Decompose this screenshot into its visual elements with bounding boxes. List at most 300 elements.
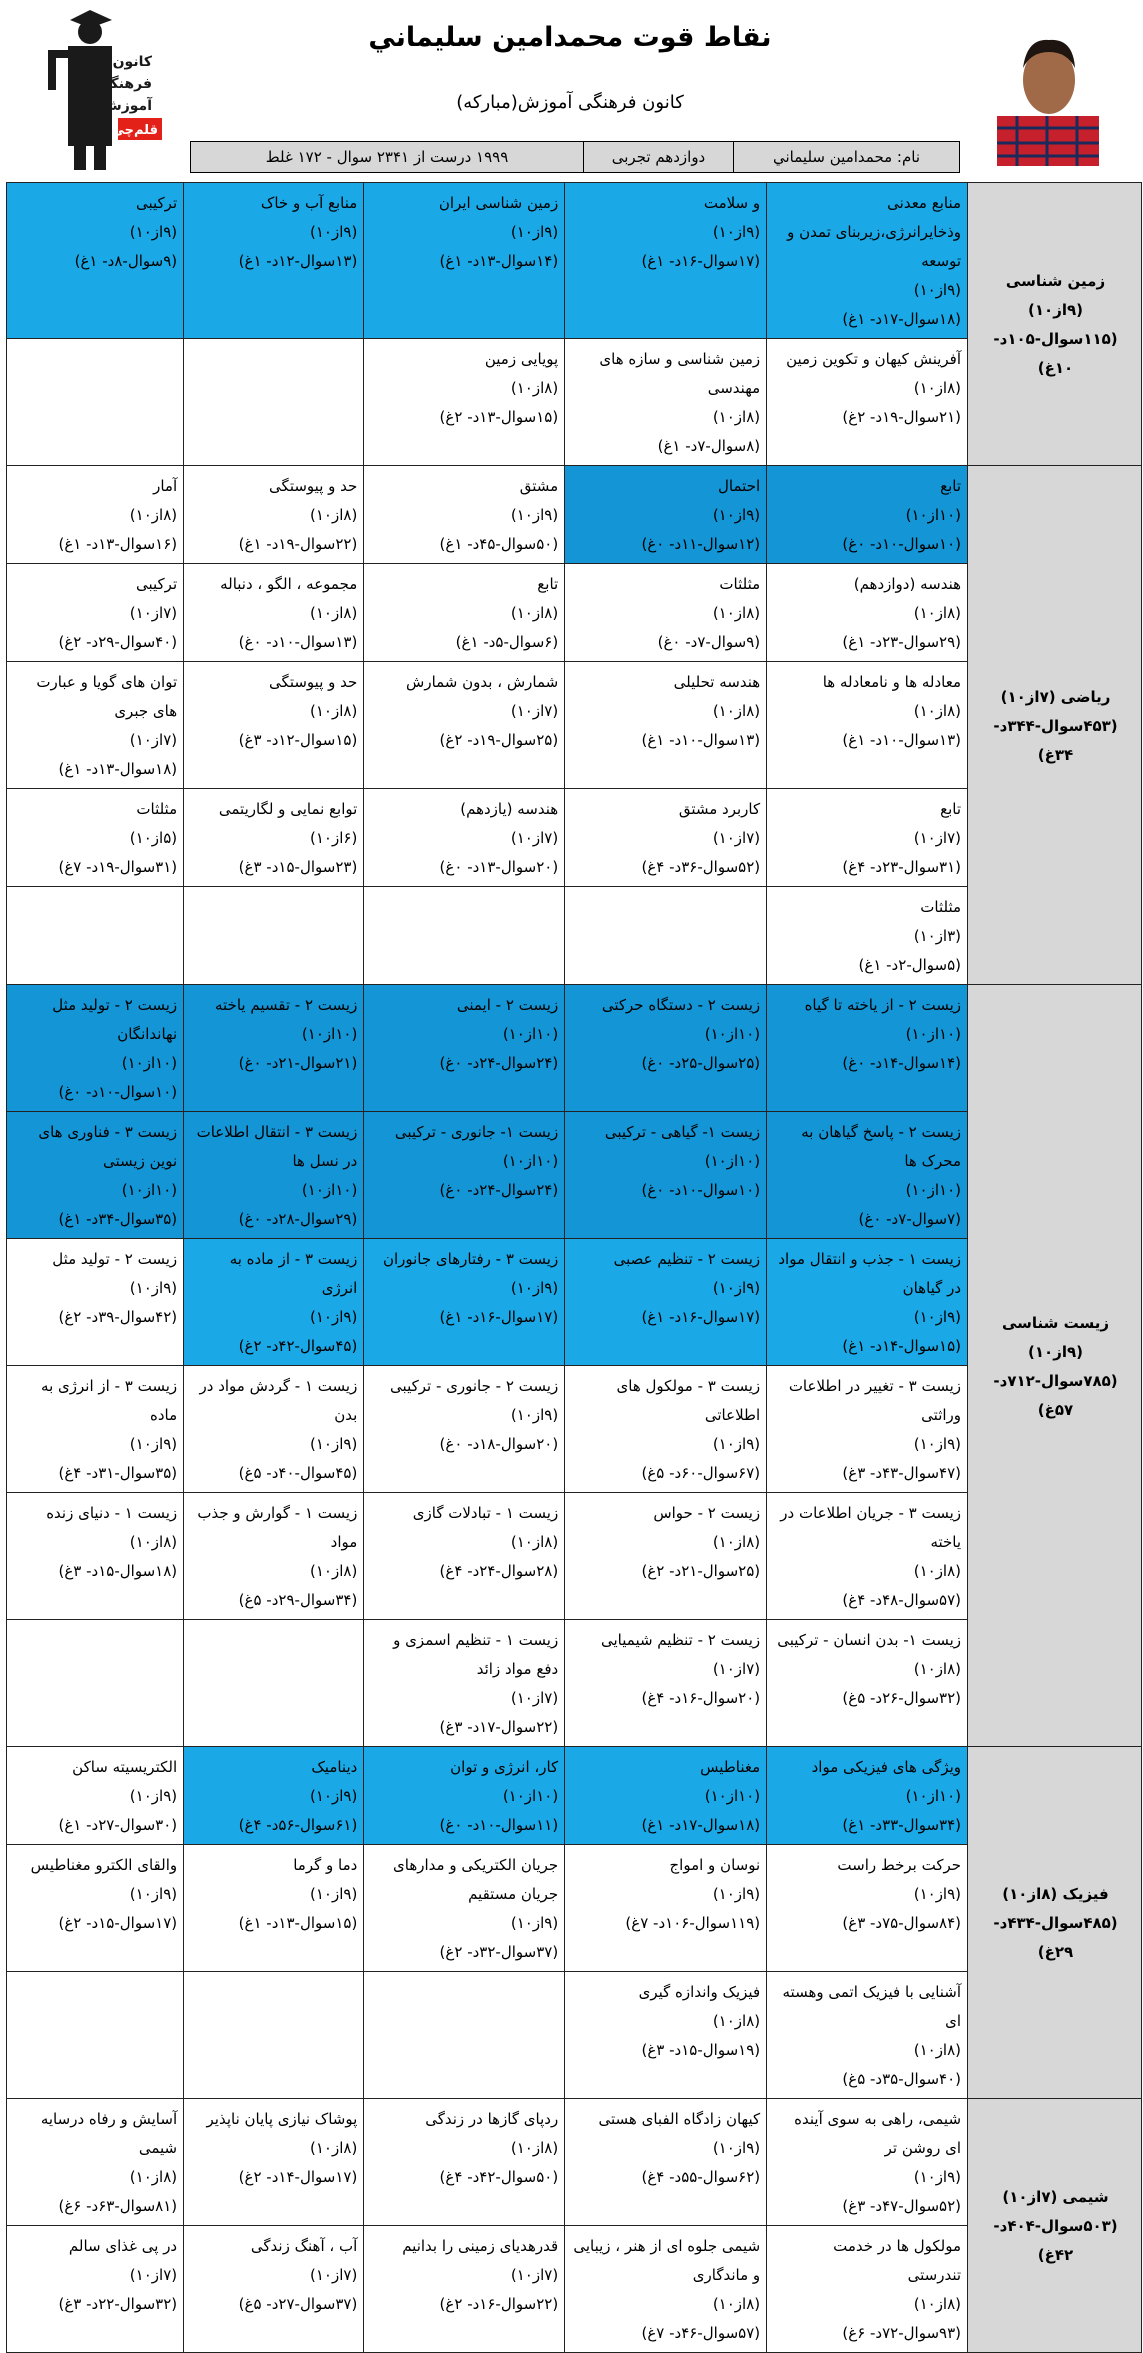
topic-stats: (۱۸سوال-۱۳د- ۱غ): [58, 760, 178, 778]
topic-score: (۱۰از۱۰): [121, 1181, 178, 1199]
topic-score: (۶از۱۰): [309, 829, 358, 847]
topic-name: توان های گویا و عبارت های جبری: [36, 673, 178, 720]
topic-name: الکتریسیته ساکن: [72, 1758, 178, 1776]
topic-score: (۸از۱۰): [913, 702, 962, 720]
topic-cell: [184, 1747, 364, 1845]
topic-stats: (۱۱سوال-۱۰د- ۰غ): [439, 1816, 559, 1834]
topic-cell: [364, 1112, 565, 1239]
subject-label: ریاضی (۷از۱۰): [1000, 687, 1111, 706]
topic-name: حرکت برخط راست: [837, 1856, 962, 1874]
topic-name: مولکول ها در خدمت تندرستی: [833, 2237, 962, 2284]
topic-cell: [7, 662, 184, 789]
topic-stats: (۲۳سوال-۱۵د- ۳غ): [238, 858, 358, 876]
topic-score: (۹از۱۰): [712, 1279, 761, 1297]
topic-cell: [364, 1845, 565, 1972]
topic-cell: [7, 183, 184, 339]
topic-score: (۸از۱۰): [913, 604, 962, 622]
empty-cell: [364, 1972, 565, 2099]
topic-name: ویژگی های فیزیکی مواد: [811, 1758, 962, 1776]
topic-cell: [364, 466, 565, 564]
empty-cell: [184, 887, 364, 985]
topic-score: (۹از۱۰): [510, 506, 559, 524]
topic-name: مثلثات: [136, 800, 178, 818]
topic-score: (۸از۱۰): [913, 1562, 962, 1580]
topic-name: زیست ۱ - جذب و انتقال مواد در گیاهان: [778, 1250, 962, 1297]
topic-score: (۱۰از۱۰): [502, 1025, 559, 1043]
subject-cell-physics: [968, 1747, 1142, 2099]
topic-score: (۸از۱۰): [510, 1533, 559, 1551]
topic-stats: (۱۷سوال-۱۶د- ۱غ): [641, 1308, 761, 1326]
topic-name: مغناطیس: [700, 1758, 761, 1776]
topic-cell: [364, 1239, 565, 1366]
subject-stats: (۷۸۵سوال-۷۱۲د- ۵۷غ): [993, 1371, 1118, 1419]
topic-name: فیزیک واندازه گیری: [638, 1983, 761, 2001]
topic-cell: [767, 985, 968, 1112]
topic-cell: [364, 564, 565, 662]
page-title: نقاط قوت محمدامين سليماني: [368, 22, 772, 53]
table-row: [7, 985, 1142, 1112]
topic-stats: (۳۷سوال-۲۷د- ۵غ): [238, 2295, 358, 2313]
topic-name: زیست ۱ - تبادلات گازی: [412, 1504, 559, 1522]
topic-score: (۸از۱۰): [913, 379, 962, 397]
topic-cell: [184, 1366, 364, 1493]
topic-cell: [767, 662, 968, 789]
topic-score: (۸از۱۰): [129, 506, 178, 524]
topic-name: زیست ۳ - مولکول های اطلاعاتی: [616, 1377, 761, 1424]
topic-name: آمار: [153, 477, 178, 495]
topic-name: آب ، آهنگ زندگی: [250, 2237, 358, 2255]
kanoon-logo: [40, 6, 172, 176]
topic-name: زیست ۲ - پاسخ گیاهان به محرک ها: [801, 1123, 962, 1170]
topic-cell: [767, 1747, 968, 1845]
table-row: [7, 1747, 1142, 1845]
topic-cell: [767, 1620, 968, 1747]
topic-stats: (۲۱سوال-۲۱د- ۰غ): [238, 1054, 358, 1072]
topic-name: مثلثات: [920, 898, 962, 916]
topic-score: (۹از۱۰): [129, 223, 178, 241]
topic-cell: [767, 887, 968, 985]
student-photo: [997, 28, 1099, 166]
topic-cell: [767, 466, 968, 564]
topic-score: (۹از۱۰): [913, 1435, 962, 1453]
topic-name: منابع آب و خاک: [260, 194, 358, 212]
topic-cell: [767, 1112, 968, 1239]
topic-stats: (۲۴سوال-۲۴د- ۰غ): [439, 1054, 559, 1072]
topic-name: جریان الکتریکی و مدارهای جریان مستقیم: [393, 1856, 559, 1903]
topic-name: مجموعه ، الگو ، دنباله: [220, 575, 358, 593]
topic-stats: (۵۷سوال-۴۶د- ۷غ): [641, 2324, 761, 2342]
topic-stats: (۲۵سوال-۲۵د- ۰غ): [641, 1054, 761, 1072]
topic-score: (۱۰از۱۰): [905, 506, 962, 524]
topic-cell: [767, 564, 968, 662]
topic-score: (۷از۱۰): [129, 731, 178, 749]
topic-score: (۱۰از۱۰): [502, 1152, 559, 1170]
topic-stats: (۱۷سوال-۱۶د- ۱غ): [641, 252, 761, 270]
topic-name: هندسه تحلیلی: [673, 673, 761, 691]
topic-name: زیست ۲ - ایمنی: [456, 996, 559, 1014]
topic-score: (۱۰از۱۰): [502, 1787, 559, 1805]
topic-cell: [565, 1747, 767, 1845]
topic-score: (۱۰از۱۰): [704, 1152, 761, 1170]
topic-name: زیست ۲ - حواس: [653, 1504, 761, 1522]
topic-name: زیست ۱- بدن انسان - ترکیبی: [777, 1631, 962, 1649]
topic-name: آفرینش کیهان و تکوین زمین: [786, 350, 962, 368]
topic-score: (۷از۱۰): [309, 2266, 358, 2284]
topic-cell: [7, 1112, 184, 1239]
topic-cell: [364, 1747, 565, 1845]
topic-name: زیست ۳ - تغییر در اطلاعات وراثتی: [788, 1377, 962, 1424]
topic-cell: [7, 564, 184, 662]
subject-label: شیمی (۷از۱۰): [1002, 2188, 1109, 2206]
topic-stats: (۱۰سوال-۱۰د- ۰غ): [58, 1083, 178, 1101]
topic-cell: [767, 183, 968, 339]
topic-name: نوسان و امواج: [669, 1856, 761, 1874]
topic-name: تابع: [940, 477, 962, 495]
topic-stats: (۲۴سوال-۲۴د- ۰غ): [439, 1181, 559, 1199]
topic-score: (۸از۱۰): [712, 2012, 761, 2030]
topic-stats: (۸سوال-۷د- ۱غ): [657, 437, 761, 455]
logo-line-4: قلم‌چی: [111, 123, 158, 138]
topic-score: (۹از۱۰): [913, 1885, 962, 1903]
topic-cell: [364, 789, 565, 887]
topic-name: زیست ۲ - تنظیم عصبی: [613, 1250, 761, 1268]
topic-stats: (۴۰سوال-۳۵د- ۵غ): [842, 2070, 962, 2088]
topic-stats: (۴۵سوال-۴۲د- ۲غ): [238, 1337, 358, 1355]
topic-name: زمین شناسی و سازه های مهندسی: [599, 350, 761, 397]
topic-cell: [364, 2099, 565, 2226]
topic-name: و سلامت: [703, 194, 761, 212]
topic-stats: (۱۷سوال-۱۶د- ۱غ): [439, 1308, 559, 1326]
topic-stats: (۳۷سوال-۳۲د- ۲غ): [439, 1943, 559, 1961]
topic-cell: [7, 789, 184, 887]
topic-name: حد و پیوستگی: [269, 673, 358, 691]
topic-name: زمین شناسی ایران: [438, 194, 559, 212]
topic-name: کار، انرژی و توان: [450, 1758, 559, 1776]
topic-name: زیست ۱ - گردش مواد در بدن: [199, 1377, 358, 1424]
topic-stats: (۱۰سوال-۱۰د- ۰غ): [641, 1181, 761, 1199]
topic-name: شیمی جلوه ای از هنر ، زیبایی و ماندگاری: [573, 2237, 761, 2284]
topic-cell: [364, 985, 565, 1112]
topic-cell: [184, 1112, 364, 1239]
topic-stats: (۳۱سوال-۲۳د- ۴غ): [842, 858, 962, 876]
topic-stats: (۴۲سوال-۳۹د- ۲غ): [58, 1308, 178, 1326]
student-info-bar: [190, 141, 960, 173]
topic-stats: (۵۲سوال-۴۷د- ۳غ): [842, 2197, 962, 2215]
topic-name: کاربرد مشتق: [678, 800, 761, 818]
topic-score: (۹از۱۰): [913, 1308, 962, 1326]
topic-score: (۹از۱۰): [129, 1279, 178, 1297]
topic-cell: [565, 339, 767, 466]
topic-score: (۱۰از۱۰): [905, 1787, 962, 1805]
topic-cell: [184, 789, 364, 887]
topic-name: توابع نمایی و لگاریتمی: [218, 800, 358, 818]
topic-cell: [767, 2099, 968, 2226]
topic-cell: [184, 183, 364, 339]
topic-stats: (۱۳سوال-۱۰د- ۱غ): [641, 731, 761, 749]
topic-stats: (۲۵سوال-۱۹د- ۲غ): [439, 731, 559, 749]
empty-cell: [7, 887, 184, 985]
topic-name: مشتق: [519, 477, 559, 495]
topic-score: (۸از۱۰): [309, 702, 358, 720]
topic-score: (۹از۱۰): [129, 1435, 178, 1453]
topic-score: (۸از۱۰): [510, 2139, 559, 2157]
topic-name: ردپای گازها در زندگی: [425, 2110, 559, 2128]
topic-cell: [767, 1239, 968, 1366]
topic-score: (۸از۱۰): [510, 604, 559, 622]
topic-cell: [364, 1620, 565, 1747]
topic-cell: [767, 2226, 968, 2353]
topic-cell: [565, 1239, 767, 1366]
topic-score: (۸از۱۰): [309, 604, 358, 622]
topic-stats: (۱۷سوال-۱۵د- ۲غ): [58, 1914, 178, 1932]
topic-score: (۹از۱۰): [309, 1885, 358, 1903]
topic-stats: (۳۵سوال-۳۱د- ۴غ): [58, 1464, 178, 1482]
topic-cell: [184, 1493, 364, 1620]
topic-name: در پی غذای سالم: [68, 2237, 178, 2255]
topic-score: (۸از۱۰): [913, 2041, 962, 2059]
topic-stats: (۶۷سوال-۶۰د- ۵غ): [641, 1464, 761, 1482]
topic-score: (۳از۱۰): [913, 927, 962, 945]
topic-stats: (۳۴سوال-۲۹د- ۵غ): [238, 1591, 358, 1609]
topic-name: هندسه (یازدهم): [460, 800, 559, 818]
topic-name: معادله ها و نامعادله ها: [822, 673, 962, 691]
topic-cell: [364, 2226, 565, 2353]
topic-stats: (۱۸سوال-۱۵د- ۳غ): [58, 1562, 178, 1580]
topic-stats: (۱۵سوال-۱۳د- ۲غ): [439, 408, 559, 426]
topic-score: (۷از۱۰): [510, 702, 559, 720]
topic-name: زیست ۱ - گوارش و جذب مواد: [197, 1504, 358, 1551]
topic-name: تابع: [537, 575, 559, 593]
topic-name: زیست ۳ - جریان اطلاعات در یاخته: [780, 1504, 962, 1551]
topic-cell: [565, 2099, 767, 2226]
topic-stats: (۱۶سوال-۱۳د- ۱غ): [58, 535, 178, 553]
topic-score: (۹از۱۰): [309, 223, 358, 241]
topic-stats: (۲۹سوال-۲۸د- ۰غ): [238, 1210, 358, 1228]
topic-score: (۹از۱۰): [129, 1787, 178, 1805]
topic-name: زیست ۳ - فناوری های نوین زیستی: [38, 1123, 178, 1170]
topic-stats: (۱۲سوال-۱۱د- ۰غ): [641, 535, 761, 553]
topic-stats: (۴۷سوال-۴۳د- ۳غ): [842, 1464, 962, 1482]
topic-stats: (۴۰سوال-۲۹د- ۲غ): [58, 633, 178, 651]
topic-stats: (۵۲سوال-۳۶د- ۴غ): [641, 858, 761, 876]
topic-score: (۹از۱۰): [129, 1885, 178, 1903]
topic-stats: (۳۱سوال-۱۹د- ۷غ): [58, 858, 178, 876]
topic-cell: [184, 466, 364, 564]
topic-name: قدرهدیای زمینی را بدانیم: [402, 2237, 559, 2255]
topic-stats: (۱۵سوال-۱۳د- ۱غ): [238, 1914, 358, 1932]
topic-stats: (۸۱سوال-۶۳د- ۶غ): [58, 2197, 178, 2215]
overall-summary: ۱۹۹۹ درست از ۲۳۴۱ سوال - ۱۷۲ غلط: [265, 148, 509, 166]
topic-cell: [565, 789, 767, 887]
table-row: [7, 2099, 1142, 2226]
topic-name: زیست ۳ - انتقال اطلاعات در نسل ها: [196, 1123, 358, 1170]
subject-label: فیزیک (۸از۱۰): [1002, 1885, 1109, 1903]
topic-name: آسایش و رفاه درسایه شیمی: [40, 2110, 178, 2157]
topic-stats: (۱۱۹سوال-۱۰۶د- ۷غ): [625, 1914, 761, 1932]
topic-name: زیست ۲ - از یاخته تا گیاه: [804, 996, 962, 1014]
empty-cell: [184, 339, 364, 466]
topic-cell: [364, 339, 565, 466]
topic-score: (۷از۱۰): [129, 2266, 178, 2284]
subject-cell-biology: [968, 985, 1142, 1747]
topic-stats: (۲۰سوال-۱۸د- ۰غ): [439, 1435, 559, 1453]
topic-name: زیست ۱- گیاهی - ترکیبی: [604, 1123, 761, 1141]
logo-line-1: کانون: [112, 54, 152, 70]
topic-stats: (۳۲سوال-۲۶د- ۵غ): [842, 1689, 962, 1707]
topic-name: زیست ۲ - دستگاه حرکتی: [601, 996, 761, 1014]
topic-score: (۸از۱۰): [913, 2295, 962, 2313]
topic-score: (۸از۱۰): [510, 379, 559, 397]
topic-score: (۷از۱۰): [712, 829, 761, 847]
topic-name: آشنایی با فیزیک اتمی وهسته ای: [782, 1983, 962, 2030]
topic-score: (۷از۱۰): [712, 1660, 761, 1678]
topic-name: زیست ۲ - تولید مثل: [52, 1250, 178, 1268]
topic-cell: [565, 985, 767, 1112]
topic-cell: [767, 1493, 968, 1620]
topic-stats: (۵۷سوال-۴۸د- ۴غ): [842, 1591, 962, 1609]
topic-score: (۸از۱۰): [712, 408, 761, 426]
empty-cell: [7, 339, 184, 466]
topic-cell: [7, 1747, 184, 1845]
subject-label: زیست شناسی (۹از۱۰): [1001, 1313, 1110, 1361]
topic-cell: [184, 662, 364, 789]
topic-name: زیست ۱ - تنظیم اسمزی و دفع مواد زائد: [393, 1631, 559, 1678]
empty-cell: [7, 1972, 184, 2099]
subject-stats: (۱۱۵سوال-۱۰۵د- ۱۰غ): [993, 330, 1118, 377]
topic-score: (۷از۱۰): [510, 1689, 559, 1707]
topic-stats: (۱۸سوال-۱۷د- ۱غ): [842, 310, 962, 328]
logo-line-3: آموزش: [102, 98, 152, 114]
topic-name: احتمال: [718, 477, 761, 495]
topic-stats: (۱۳سوال-۱۰د- ۱غ): [842, 731, 962, 749]
topic-name: پویایی زمین: [484, 350, 559, 368]
topic-name: زیست ۲ - جانوری - ترکیبی: [390, 1377, 559, 1395]
topic-cell: [7, 1366, 184, 1493]
topic-score: (۹از۱۰): [712, 506, 761, 524]
topic-score: (۸از۱۰): [309, 506, 358, 524]
topic-score: (۸از۱۰): [309, 1562, 358, 1580]
topic-stats: (۸۴سوال-۷۵د- ۳غ): [842, 1914, 962, 1932]
topic-score: (۱۰از۱۰): [704, 1787, 761, 1805]
topic-score: (۱۰از۱۰): [121, 1054, 178, 1072]
topic-score: (۸از۱۰): [129, 2168, 178, 2186]
topic-stats: (۵۰سوال-۴۲د- ۴غ): [439, 2168, 559, 2186]
topic-score: (۹از۱۰): [309, 1308, 358, 1326]
topic-score: (۹از۱۰): [309, 1787, 358, 1805]
topic-cell: [767, 1972, 968, 2099]
topic-score: (۸از۱۰): [309, 2139, 358, 2157]
topic-score: (۱۰از۱۰): [905, 1025, 962, 1043]
topic-name: حد و پیوستگی: [269, 477, 358, 495]
topic-cell: [184, 564, 364, 662]
topic-name: زیست ۳ - رفتارهای جانوران: [382, 1250, 559, 1268]
topic-stats: (۵سوال-۲د- ۱غ): [858, 956, 962, 974]
topic-cell: [767, 789, 968, 887]
topic-cell: [565, 1972, 767, 2099]
subject-stats: (۴۸۵سوال-۴۳۴د- ۲۹غ): [993, 1914, 1118, 1961]
empty-cell: [364, 887, 565, 985]
subject-stats: (۵۰۳سوال-۴۰۴د- ۴۲غ): [993, 2217, 1118, 2264]
topic-stats: (۲۸سوال-۲۴د- ۴غ): [439, 1562, 559, 1580]
topic-stats: (۳۵سوال-۳۴د- ۱غ): [58, 1210, 178, 1228]
topic-cell: [565, 1366, 767, 1493]
topic-stats: (۹سوال-۸د- ۱غ): [74, 252, 178, 270]
topic-stats: (۲۲سوال-۱۷د- ۳غ): [439, 1718, 559, 1736]
topic-name: زیست ۱ - دنیای زنده: [46, 1504, 178, 1522]
topic-score: (۸از۱۰): [712, 1533, 761, 1551]
topic-score: (۹از۱۰): [712, 2139, 761, 2157]
topic-name: والقای الکترو مغناطیس: [30, 1856, 178, 1874]
subject-cell-geology: [968, 183, 1142, 466]
topic-score: (۹از۱۰): [510, 223, 559, 241]
topic-cell: [565, 1620, 767, 1747]
subject-cell-math: [968, 466, 1142, 985]
topic-cell: [767, 1366, 968, 1493]
topic-score: (۸از۱۰): [913, 1660, 962, 1678]
topic-score: (۹از۱۰): [913, 2168, 962, 2186]
topic-stats: (۱۷سوال-۱۴د- ۲غ): [238, 2168, 358, 2186]
topic-score: (۹از۱۰): [712, 223, 761, 241]
logo-line-2: فرهنگی: [96, 76, 152, 92]
topic-name: زیست ۱- جانوری - ترکیبی: [394, 1123, 559, 1141]
topic-score: (۸از۱۰): [712, 2295, 761, 2313]
topic-stats: (۳۰سوال-۲۷د- ۱غ): [58, 1816, 178, 1834]
topic-score: (۹از۱۰): [309, 1435, 358, 1453]
topic-score: (۸از۱۰): [712, 604, 761, 622]
topic-cell: [565, 1493, 767, 1620]
topic-stats: (۲۹سوال-۲۳د- ۱غ): [842, 633, 962, 651]
topic-stats: (۲۰سوال-۱۶د- ۴غ): [641, 1689, 761, 1707]
topic-stats: (۱۳سوال-۱۰د- ۰غ): [238, 633, 358, 651]
topic-stats: (۶۲سوال-۵۵د- ۴غ): [641, 2168, 761, 2186]
topic-cell: [565, 1845, 767, 1972]
topic-stats: (۵۰سوال-۴۵د- ۱غ): [439, 535, 559, 553]
topic-stats: (۶۱سوال-۵۶د- ۴غ): [238, 1816, 358, 1834]
table-row: [7, 183, 1142, 339]
student-grade: دوازدهم تجربی: [583, 142, 733, 172]
topic-name: زیست ۲ - تولید مثل نهاندانگان: [52, 996, 178, 1043]
topic-stats: (۶سوال-۵د- ۱غ): [455, 633, 559, 651]
topic-stats: (۳۴سوال-۳۳د- ۱غ): [842, 1816, 962, 1834]
topic-stats: (۱۵سوال-۱۲د- ۳غ): [238, 731, 358, 749]
empty-cell: [7, 1620, 184, 1747]
topic-name: پوشاک نیازی پایان ناپذیر: [206, 2110, 358, 2128]
topic-score: (۷از۱۰): [510, 2266, 559, 2284]
subject-label: زمین شناسی (۹از۱۰): [1005, 272, 1106, 319]
topic-score: (۱۰از۱۰): [905, 1181, 962, 1199]
topic-name: هندسه (دوازدهم): [853, 575, 962, 593]
empty-cell: [565, 887, 767, 985]
topic-name: کیهان زادگاه الفبای هستی: [598, 2110, 761, 2128]
topic-stats: (۲۲سوال-۱۹د- ۱غ): [238, 535, 358, 553]
topic-name: زیست ۲ - تنظیم شیمیایی: [601, 1631, 761, 1649]
subject-stats: (۴۵۳سوال-۳۴۴د- ۳۴غ): [993, 716, 1118, 764]
topic-score: (۹از۱۰): [712, 1885, 761, 1903]
topic-cell: [184, 2226, 364, 2353]
topic-score: (۷از۱۰): [129, 604, 178, 622]
topic-cell: [767, 339, 968, 466]
topic-cell: [565, 183, 767, 339]
topic-name: منابع معدنی وذخایرانرژی،زیربنای تمدن و توسعه: [787, 194, 962, 270]
topic-score: (۹از۱۰): [913, 281, 962, 299]
topic-cell: [7, 985, 184, 1112]
topic-name: زیست ۳ - از انرژی به ماده: [41, 1377, 178, 1424]
topic-cell: [7, 2099, 184, 2226]
empty-cell: [184, 1972, 364, 2099]
topic-stats: (۹۳سوال-۷۲د- ۶غ): [842, 2324, 962, 2342]
topic-score: (۷از۱۰): [510, 829, 559, 847]
topic-score: (۱۰از۱۰): [301, 1181, 358, 1199]
